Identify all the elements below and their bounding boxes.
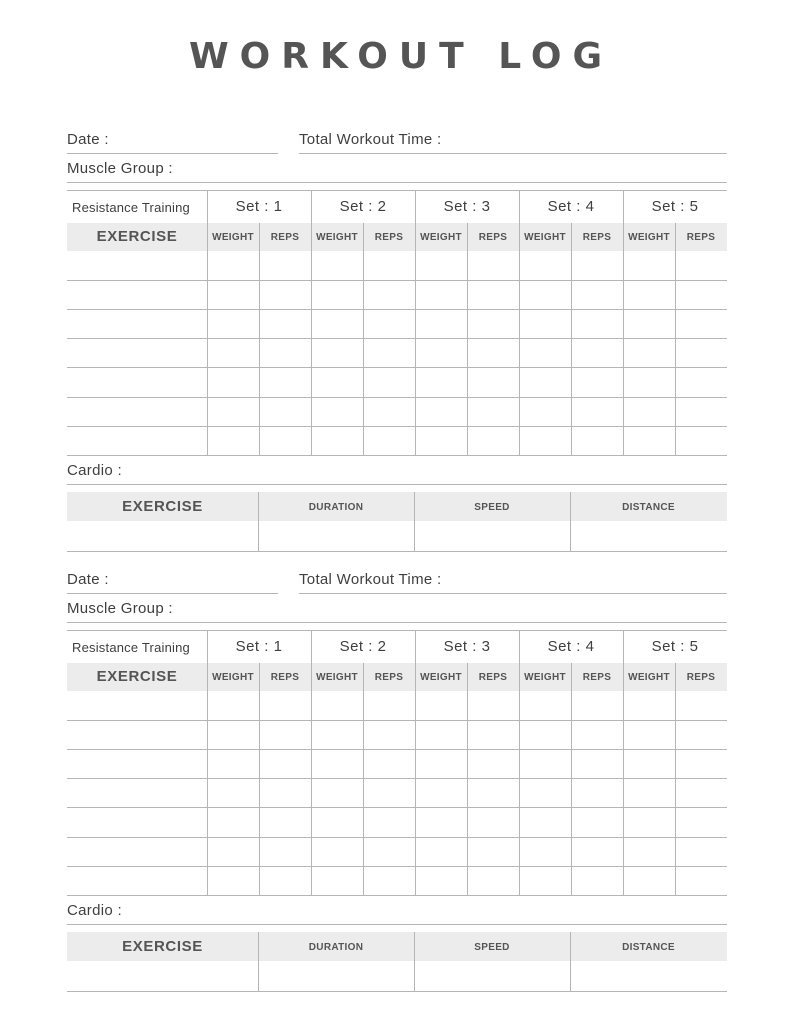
- resistance-table-top-border: [67, 630, 727, 631]
- resistance-training-label: Resistance Training: [72, 200, 190, 215]
- cardio-entry-cell[interactable]: [414, 961, 570, 991]
- duration-column-header: DURATION: [308, 502, 364, 513]
- muscle-group-field[interactable]: [67, 182, 727, 183]
- cardio-entry-cell[interactable]: [258, 961, 414, 991]
- set-1-reps-header: REPS: [270, 672, 300, 683]
- exercise-column-header: EXERCISE: [96, 668, 178, 685]
- resistance-exercise-cell[interactable]: [67, 778, 207, 807]
- set-1-reps-header: REPS: [270, 232, 300, 243]
- set-4-reps-header: REPS: [582, 672, 612, 683]
- resistance-exercise-cell[interactable]: [67, 837, 207, 866]
- set-divider-line: [415, 631, 416, 895]
- set-5-weight-header: WEIGHT: [628, 232, 670, 243]
- set-4-reps-header: REPS: [582, 232, 612, 243]
- total-workout-time-field[interactable]: [299, 593, 727, 594]
- speed-column-header: SPEED: [474, 502, 510, 513]
- set-3-weight-header: WEIGHT: [420, 232, 462, 243]
- resistance-exercise-cell[interactable]: [67, 280, 207, 309]
- total-workout-time-field[interactable]: [299, 153, 727, 154]
- weight-reps-divider-line: [571, 223, 572, 455]
- weight-reps-divider-line: [571, 663, 572, 895]
- set-1-label: Set : 1: [235, 638, 283, 655]
- set-2-reps-header: REPS: [374, 232, 404, 243]
- resistance-row-line: [67, 895, 727, 896]
- set-4-label: Set : 4: [547, 638, 595, 655]
- set-5-label: Set : 5: [651, 198, 699, 215]
- cardio-entry-cell[interactable]: [570, 961, 727, 991]
- set-5-label: Set : 5: [651, 638, 699, 655]
- cardio-label: Cardio :: [67, 462, 122, 479]
- muscle-group-label: Muscle Group :: [67, 600, 173, 617]
- distance-column-header: DISTANCE: [622, 502, 675, 513]
- set-3-weight-header: WEIGHT: [420, 672, 462, 683]
- resistance-exercise-cell[interactable]: [67, 309, 207, 338]
- set-2-label: Set : 2: [339, 638, 387, 655]
- weight-reps-divider-line: [467, 663, 468, 895]
- weight-reps-divider-line: [675, 663, 676, 895]
- cardio-field[interactable]: [67, 924, 727, 925]
- duration-column-header: DURATION: [308, 942, 364, 953]
- muscle-group-label: Muscle Group :: [67, 160, 173, 177]
- weight-reps-divider-line: [675, 223, 676, 455]
- set-4-label: Set : 4: [547, 198, 595, 215]
- set-3-reps-header: REPS: [478, 232, 508, 243]
- cardio-label: Cardio :: [67, 902, 122, 919]
- total-workout-time-label: Total Workout Time :: [299, 131, 442, 148]
- set-divider-line: [311, 631, 312, 895]
- weight-reps-divider-line: [259, 223, 260, 455]
- cardio-entry-cell[interactable]: [67, 961, 258, 991]
- set-4-weight-header: WEIGHT: [524, 232, 566, 243]
- weight-reps-divider-line: [363, 223, 364, 455]
- date-label: Date :: [67, 131, 109, 148]
- muscle-group-field[interactable]: [67, 622, 727, 623]
- set-2-label: Set : 2: [339, 198, 387, 215]
- set-divider-line: [519, 631, 520, 895]
- set-divider-line: [623, 191, 624, 455]
- set-4-weight-header: WEIGHT: [524, 672, 566, 683]
- resistance-exercise-cell[interactable]: [67, 749, 207, 778]
- set-divider-line: [623, 631, 624, 895]
- set-divider-line: [311, 191, 312, 455]
- set-5-weight-header: WEIGHT: [628, 672, 670, 683]
- page-title: WORKOUT LOG: [188, 36, 614, 77]
- weight-reps-divider-line: [363, 663, 364, 895]
- set-3-label: Set : 3: [443, 638, 491, 655]
- set-3-reps-header: REPS: [478, 672, 508, 683]
- set-3-label: Set : 3: [443, 198, 491, 215]
- set-1-weight-header: WEIGHT: [212, 672, 254, 683]
- resistance-exercise-cell[interactable]: [67, 367, 207, 397]
- set-2-weight-header: WEIGHT: [316, 232, 358, 243]
- log-section-2: [0, 440, 794, 955]
- cardio-exercise-column-header: EXERCISE: [122, 938, 203, 955]
- distance-column-header: DISTANCE: [622, 942, 675, 953]
- resistance-table-top-border: [67, 190, 727, 191]
- date-field[interactable]: [67, 153, 278, 154]
- weight-reps-divider-line: [467, 223, 468, 455]
- set-divider-line: [207, 191, 208, 455]
- set-2-weight-header: WEIGHT: [316, 672, 358, 683]
- total-workout-time-label: Total Workout Time :: [299, 571, 442, 588]
- resistance-exercise-cell[interactable]: [67, 866, 207, 895]
- resistance-exercise-cell[interactable]: [67, 807, 207, 837]
- cardio-exercise-column-header: EXERCISE: [122, 498, 203, 515]
- set-divider-line: [415, 191, 416, 455]
- set-divider-line: [519, 191, 520, 455]
- set-1-weight-header: WEIGHT: [212, 232, 254, 243]
- set-divider-line: [207, 631, 208, 895]
- resistance-exercise-cell[interactable]: [67, 338, 207, 367]
- resistance-training-label: Resistance Training: [72, 640, 190, 655]
- set-2-reps-header: REPS: [374, 672, 404, 683]
- cardio-row-line: [67, 991, 727, 992]
- exercise-column-header: EXERCISE: [96, 228, 178, 245]
- weight-reps-divider-line: [259, 663, 260, 895]
- set-1-label: Set : 1: [235, 198, 283, 215]
- set-5-reps-header: REPS: [686, 232, 716, 243]
- resistance-exercise-cell[interactable]: [67, 720, 207, 749]
- date-label: Date :: [67, 571, 109, 588]
- date-field[interactable]: [67, 593, 278, 594]
- resistance-exercise-cell[interactable]: [67, 251, 207, 280]
- resistance-exercise-cell[interactable]: [67, 691, 207, 720]
- speed-column-header: SPEED: [474, 942, 510, 953]
- set-5-reps-header: REPS: [686, 672, 716, 683]
- resistance-exercise-cell[interactable]: [67, 397, 207, 426]
